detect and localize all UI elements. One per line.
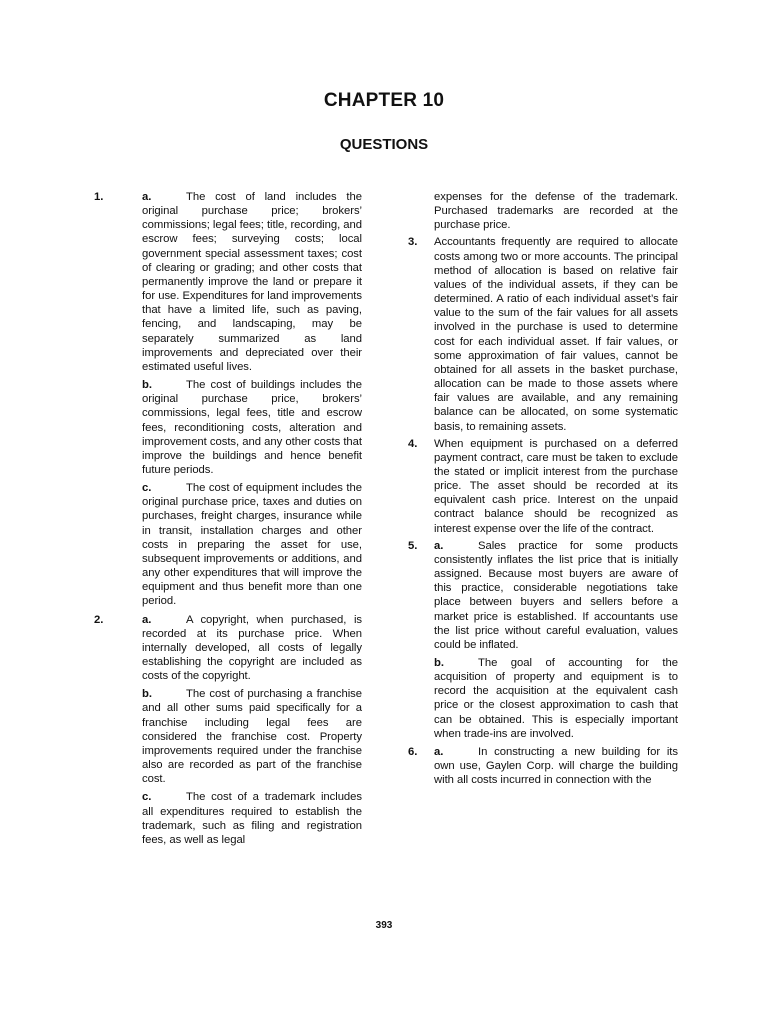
question-1	[94, 190, 364, 609]
part-text: The cost of land includes the original purchase price; brokers’ commissions; legal fees; title, recording, and escrow fees; surveying costs; local government special assessment taxes; cost of clearing or grading; and other costs that permanently improve the land or prepare it for use. Expenditures for land improvements that have a limited life, such as paving, fencing, and landscaping, may be separately summarized as land improvements and depreciated over their estimated useful lives.	[142, 191, 362, 373]
part-letter: c.	[142, 791, 152, 804]
question-number: 2.	[94, 613, 104, 626]
question-part	[434, 539, 678, 652]
question-number: 3.	[408, 236, 418, 249]
question-4	[408, 437, 678, 536]
part-letter: b.	[434, 657, 444, 669]
section-title: QUESTIONS	[339, 136, 429, 153]
part-letter: c.	[142, 482, 152, 495]
question-3	[408, 235, 678, 433]
part-text: The cost of a trademark includes all expenditures required to establish the trademark, such as filing and registration fees, as well as legal	[142, 791, 362, 846]
continued-text: expenses for the defense of the trademark. Purchased trademarks are recorded at the purchase price.	[434, 191, 678, 232]
part-letter: a.	[142, 191, 152, 203]
right-column	[408, 190, 678, 791]
question-part	[142, 378, 362, 477]
part-text: The cost of purchasing a franchise and all other sums paid specifically for a franchise including legal fees are considered the franchise cost. Property improvements required under the franchise also are recorded as part of the franchise cost.	[142, 688, 362, 786]
question-number: 4.	[408, 437, 418, 450]
part-text: A copyright, when purchased, is recorded at its purchase price. When internally developed, all costs of legally establishing the copyright are included as costs of the copyright.	[142, 613, 362, 683]
part-text: The cost of buildings includes the original purchase price, brokers’ commissions, legal fees, title and escrow fees, reconditioning costs, alteration and improvement costs, and any other costs that improve the buildings and hence benefit future periods.	[142, 379, 362, 476]
question-part	[142, 613, 362, 684]
question-number: 6.	[408, 745, 418, 758]
question-5	[408, 539, 678, 741]
left-column	[94, 190, 364, 851]
question-2	[94, 613, 364, 848]
part-text: Sales practice for some products consistently inflates the list price that is initially assigned. Because most buyers are aware of this practice, considerable negotiations take place between buyers and sellers before a market price is established. If accountants use the list price without careful evaluation, values could be inflated.	[434, 539, 678, 651]
question-text: Accountants frequently are required to allocate costs among two or more accounts. The principal method of allocation is based on relative fair values of the individual assets, if they can be determined. A ratio of each individual asset’s fair value to the sum of the fair values for all assets involved in the purchase is used to determine cost for each individual asset. If fair values, or some approximation of fair values, cannot be obtained for all assets in the basket purchase, allocation can be made to those assets where fair values are available, and any remaining balance can be allocated, on some systematic basis, to remaining assets.	[434, 236, 678, 433]
question-part	[142, 190, 362, 374]
part-text: In constructing a new building for its own use, Gaylen Corp. will charge the building with all costs incurred in connection with the	[434, 745, 678, 787]
part-text: The goal of accounting for the acquisition of property and equipment is to record the acquisition at the equivalent cash price or the closest approximation to cash that can be obtained. This is especially important when trade-ins are involved.	[434, 657, 678, 740]
part-letter: a.	[142, 613, 152, 626]
question-text: When equipment is purchased on a deferred payment contract, care must be taken to exclude the stated or implicit interest from the purchase price. The asset should be recorded at its equivalent cash price. Interest on the unpaid contract balance should be recognized as interest expense over the life of the contract.	[434, 437, 678, 535]
part-letter: a.	[434, 539, 444, 552]
question-number: 5.	[408, 539, 418, 552]
part-letter: a.	[434, 745, 444, 758]
question-part	[142, 481, 362, 608]
page-number: 393	[375, 920, 393, 931]
question-part	[142, 790, 362, 847]
part-letter: b.	[142, 379, 152, 392]
question-number: 1.	[94, 191, 104, 203]
part-text: The cost of equipment includes the original purchase price, taxes and duties on purchases, freight charges, insurance while in transit, installation charges and other costs in preparing the asset for use, subsequent improvements or additions, and any other expenditures that will improve the equipment and thus benefit more than one period.	[142, 482, 362, 608]
question-part	[434, 656, 678, 741]
part-letter: b.	[142, 688, 152, 701]
question-6	[408, 745, 678, 787]
question-part	[434, 745, 678, 787]
question-part	[142, 687, 362, 786]
chapter-title: CHAPTER 10	[323, 90, 445, 111]
